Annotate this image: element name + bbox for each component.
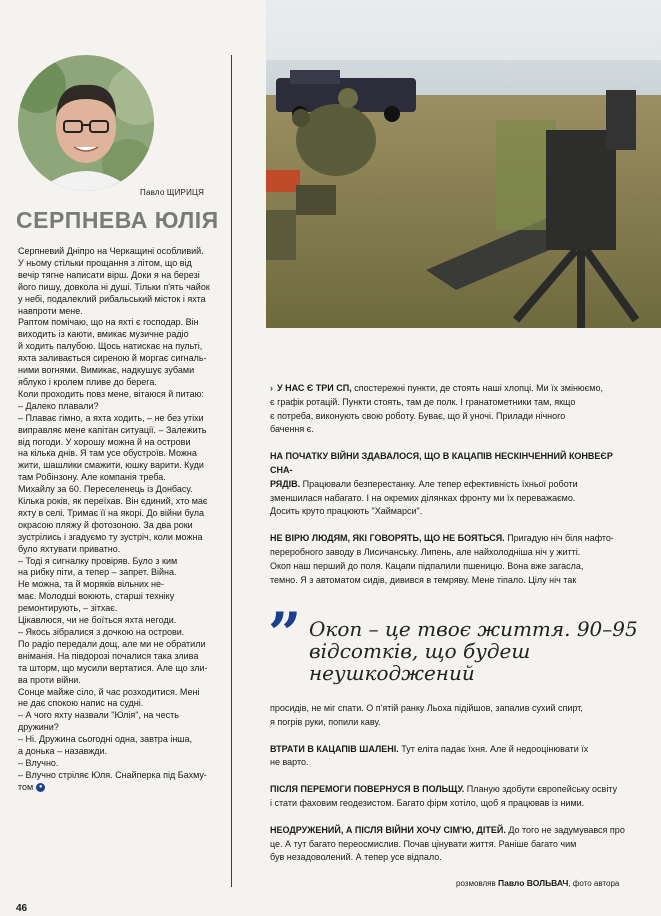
left-column-line: Раптом помічаю, що на яхті є господар. Він: [18, 317, 199, 328]
paragraph-line: ВТРАТИ В КАЦАПІВ ШАЛЕНІ. Тут еліта падає їхня. Але й недооцінювати їх: [270, 743, 589, 754]
paragraph-line: РЯДІВ. Працювали безперестанку. Але тепер ефективність їхньої роботи: [270, 478, 578, 489]
paragraph-line: ПІСЛЯ ПЕРЕМОГИ ПОВЕРНУСЯ В ПОЛЬЩУ. Планую здобути європейську освіту: [270, 784, 618, 795]
paragraph-line: був незадоволений. А тепер усе відпало.: [270, 852, 442, 863]
quote-mark-icon: ”: [268, 600, 302, 668]
paragraph-line: зменшилася набагато. І на окремих ділянках фронту ми їх переважаємо.: [270, 492, 576, 503]
page-number: 46: [16, 903, 28, 914]
paragraph: [270, 382, 636, 437]
paragraph-line: НЕ ВІРЮ ЛЮДЯМ, ЯКІ ГОВОРЯТЬ, ЩО НЕ БОЯТЬСЯ. Пригадую ніч біля нафто-: [270, 533, 614, 544]
byline-name: Павло ВОЛЬВАЧ: [497, 878, 569, 888]
left-column-line: – Якось зібралися з дочкою на острови.: [18, 627, 185, 637]
paragraph-line: переробного заводу в Лисичанську. Липень, але найхолодніша ніч у житті.: [270, 546, 581, 557]
left-column-line: зустрілись і згадуємо ту зустріч, коли можна: [18, 531, 203, 542]
left-column-line: том ●: [18, 782, 223, 794]
left-column-line: виправляє мене капітан ситуації. – Залежить: [18, 424, 207, 435]
paragraph-line: › У НАС Є ТРИ СП, спостережні пункти, де стоять наші хлопці. Ми їх змінюємо,: [270, 383, 603, 393]
byline: [456, 878, 619, 888]
paragraph: [270, 824, 636, 865]
left-column-line: Серпневий Дніпро на Черкащині особливий.: [18, 246, 204, 256]
left-column-line: Михайлу за 60. Переселенець із Донбасу.: [18, 484, 193, 495]
left-column-line: було яхтувати приватно.: [18, 543, 121, 554]
left-column-line: ва проти війни.: [18, 674, 81, 685]
byline-prefix: розмовляв: [456, 879, 496, 888]
left-column-line: – Тоді я сигналку провіряв. Було з ким: [18, 555, 178, 566]
paragraph-line: темно. Я з автоматом сидів, дивився в темряву. Мене тіпало. Цілу ніч так: [270, 574, 577, 585]
left-column-line: яблуко і кролем пливе до берега.: [18, 376, 157, 387]
author-portrait: [18, 55, 154, 191]
paragraph-line: є графік ротацій. Пункти стоять, там де полк. І гранатометники там, якщо: [270, 396, 576, 407]
right-column-bottom: [270, 702, 636, 878]
byline-suffix: , фото автора: [568, 879, 620, 888]
paragraph-line: Окоп наш перший до поля. Кацапи підпалили пшеницю. Вона вже загасла,: [270, 560, 584, 571]
paragraph-line: НЕОДРУЖЕНИЙ, А ПІСЛЯ ВІЙНИ ХОЧУ СІМ'Ю, ДІТЕЙ. До того не задумувався про: [270, 824, 625, 835]
left-column-line: жити, шашлики смажити, юшку варити. Куди: [18, 460, 204, 471]
left-column-line: його пишу, довкола ні душі. Тільки п'ять чайок: [18, 281, 210, 292]
paragraph-line: [270, 450, 636, 478]
left-column-line: – Влучно стріляє Юля. Снайперка під Бахму-: [18, 769, 207, 780]
end-mark-icon: ●: [36, 783, 45, 792]
left-column-line: яхту в селі. Тримає її на якорі. До війни була: [18, 507, 204, 518]
author-name-top: Павло ЩИРИЦЯ: [140, 188, 205, 197]
left-column-line: й ходить палубою. Щось натискає на пульті,: [18, 341, 203, 352]
left-column-line: від погоди. У хорошу можна й на острови: [18, 436, 191, 447]
left-column-line: та шторм, що мусили вертатися. Але що зли-: [18, 662, 208, 673]
left-column-line: Не можна, та й моряків вільних не-: [18, 579, 165, 590]
left-column-line: у небі, подалеклий рибальський місток і яхта: [18, 293, 206, 304]
left-column-line: – Влучно.: [18, 757, 59, 768]
paragraph-line: не варто.: [270, 757, 309, 768]
left-column-line: – Плаває гімно, а яхта ходить, – не без утіхи: [18, 412, 204, 423]
paragraph-lead: ВТРАТИ В КАЦАПІВ ШАЛЕНІ.: [270, 743, 399, 754]
left-column-line: – Далеко плавали?: [18, 400, 99, 411]
paragraph-line: бачення є.: [270, 424, 314, 435]
left-column-line: ремонтирують, – зітхає.: [18, 603, 118, 614]
page-footer: [0, 900, 661, 916]
left-column-line: дружини?: [18, 722, 59, 733]
paragraph-line: це. А тут багато переосмислив. Почав цінувати життя. Раніше багато чим: [270, 838, 577, 849]
pull-quote: Окоп – це твоє життя. 90–95 відсотків, що будеш неушкоджений: [309, 617, 638, 685]
left-column-line: навпроти мене.: [18, 305, 83, 316]
left-column-line: Коли проходить повз мене, вітаюся й питаю:: [18, 388, 204, 399]
article-photo: [266, 0, 661, 328]
paragraph-lead-continued: РЯДІВ.: [270, 478, 301, 489]
right-column-top: [270, 382, 636, 600]
left-column-line: на кілька днів. Я там усе обустроїв. Можна: [18, 448, 197, 459]
paragraph: [270, 532, 636, 587]
left-column-line: Сонце майже сіло, й час розходитися. Мені: [18, 686, 200, 697]
paragraph-line: Досить круто працюють "Хаймарси".: [270, 506, 423, 517]
paragraph: [270, 450, 636, 519]
vertical-divider: [231, 55, 232, 887]
left-column-line: вечір тягне написати вірш. Доки я на березі: [18, 269, 200, 280]
paragraph-lead: ПІСЛЯ ПЕРЕМОГИ ПОВЕРНУСЯ В ПОЛЬЩУ.: [270, 784, 465, 795]
left-column-text: [18, 246, 223, 794]
paragraph-lead: НЕ ВІРЮ ЛЮДЯМ, ЯКІ ГОВОРЯТЬ, ЩО НЕ БОЯТЬСЯ.: [270, 533, 505, 544]
left-column-line: яхта заливається сиреною й моргає сигналь-: [18, 353, 207, 364]
left-column-line: не дає спокою напис на судні.: [18, 698, 144, 709]
left-column-line: По радіо передали дощ, але ми не обратили: [18, 638, 206, 649]
paragraph-lead: У НАС Є ТРИ СП,: [277, 383, 352, 393]
left-column-line: ними вогнями. Вимикає, надкушує зубами: [18, 365, 195, 376]
paragraph: [270, 783, 636, 811]
left-column-line: Цікавлюся, чи не боїться яхта негоди.: [18, 615, 177, 626]
left-column-line: – Ні. Дружина сьогодні одна, завтра інша,: [18, 734, 193, 745]
left-column-line: виходить із каюти, вмикає музичне радіо: [18, 329, 189, 340]
left-column-line: Кілька років, як переїхав. Він єдиний, хто має: [18, 496, 208, 507]
paragraph-line: є потреба, виконують свою роботу. Буває, що й уночі. Прилади нічного: [270, 410, 566, 421]
paragraph: [270, 743, 636, 771]
chevron-right-icon: ›: [270, 383, 273, 393]
paragraph-line: я погрів руки, попили каву.: [270, 716, 381, 727]
left-column-line: на рибку піти, а тепер – запрет. Війна.: [18, 567, 177, 578]
left-column-line: має. Молодші воюють, старші техніку: [18, 591, 175, 602]
left-column-line: – А чого яхту назвали "Юлія", на честь: [18, 710, 179, 721]
paragraph-lead: НА ПОЧАТКУ ВІЙНИ ЗДАВАЛОСЯ, ЩО В КАЦАПІВ НЕСКІНЧЕННИЙ КОНВЕЄР СНА-: [270, 451, 613, 475]
left-column-line: там Робінзону. Але компанія треба.: [18, 472, 166, 483]
column-headline: СЕРПНЕВА ЮЛІЯ: [16, 207, 219, 233]
left-column-line: окрасою пляжу й фотозоною. За два роки: [18, 519, 193, 530]
left-column-line: а донька – назавжди.: [18, 746, 108, 757]
left-column-line: У ньому стільки прощання з літом, що від: [18, 257, 192, 268]
left-column-line: вніманія. На півдорозі почалися така злива: [18, 650, 199, 661]
paragraph-line: просидів, не міг спати. О п'ятій ранку Льоха підійшов, запалив сухий спирт,: [270, 703, 583, 713]
paragraph: [270, 702, 636, 730]
paragraph-lead: НЕОДРУЖЕНИЙ, А ПІСЛЯ ВІЙНИ ХОЧУ СІМ'Ю, ДІТЕЙ.: [270, 824, 506, 835]
paragraph-line: і стати фаховим геодезистом. Багато фірм хотіло, щоб я працював із ними.: [270, 797, 585, 808]
